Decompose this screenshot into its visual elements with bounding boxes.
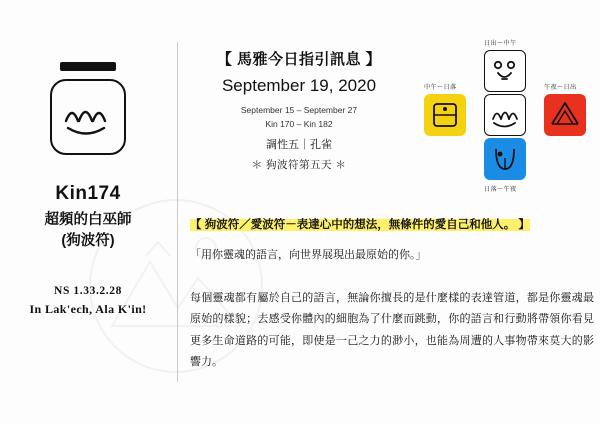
oracle-cell-analog <box>544 94 586 136</box>
ns-date-block <box>29 282 146 320</box>
oracle-label-antipode: 中午～日落 <box>424 84 457 91</box>
oracle-cell-occult <box>484 138 526 180</box>
page-title: 【 馬雅今日指引訊息 】 <box>216 51 382 68</box>
kin-summary-panel <box>0 0 176 424</box>
tone-label: 調性五｜孔雀 <box>266 139 332 151</box>
kin-wavespell: (狗波符) <box>61 232 115 249</box>
date-range: September 15 – September 27 <box>240 105 358 115</box>
range-label <box>194 104 404 131</box>
kin-number: Kin174 <box>55 183 121 204</box>
dog-seal-glyph-icon <box>50 79 126 155</box>
kin-glyph <box>46 62 130 158</box>
wavespell-day-label: ＊ 狗波符第五天 ＊ <box>251 159 347 171</box>
column-divider <box>177 42 178 382</box>
oracle-board <box>418 38 598 200</box>
ns-date: NS 1.33.2.28 <box>54 284 122 297</box>
oracle-label-guide: 日出～中午 <box>484 40 517 47</box>
kin-name-block <box>45 180 132 252</box>
message-panel <box>186 0 600 424</box>
oracle-cell-guide <box>484 50 526 92</box>
tone-bar-icon <box>60 62 116 71</box>
message-body: 每個靈魂都有屬於自己的語言，無論你擅長的是什麼樣的表達管道，都是你靈魂最原始的樣貌；去感受你體內的細胞為了什麼而跳動，你的語言和行動將帶領你看見更多生命道路的可能，即使是一己之力的渺小，也能為周遭的人事物帶來莫大的影響力。 <box>190 292 594 369</box>
oracle-label-occult: 日落～午夜 <box>484 186 517 193</box>
kin-range: Kin 170 – Kin 182 <box>265 118 333 129</box>
message-quote: 「用你靈魂的語言，向世界展現出最原始的你。」 <box>190 249 427 261</box>
in-lakech-motto: In Lak'ech, Ala K'in! <box>29 301 147 316</box>
oracle-label-analog: 午夜～日出 <box>544 84 577 91</box>
date-label: September 19, 2020 <box>221 76 377 95</box>
oracle-cell-destiny <box>484 94 526 136</box>
kin-tone-name: 超頻的白巫師 <box>44 211 132 228</box>
message-title-text: 【 狗波符／愛波符－表達心中的想法，無條件的愛自己和他人。 】 <box>190 219 530 231</box>
oracle-cell-antipode <box>424 94 466 136</box>
message-title <box>190 216 596 236</box>
